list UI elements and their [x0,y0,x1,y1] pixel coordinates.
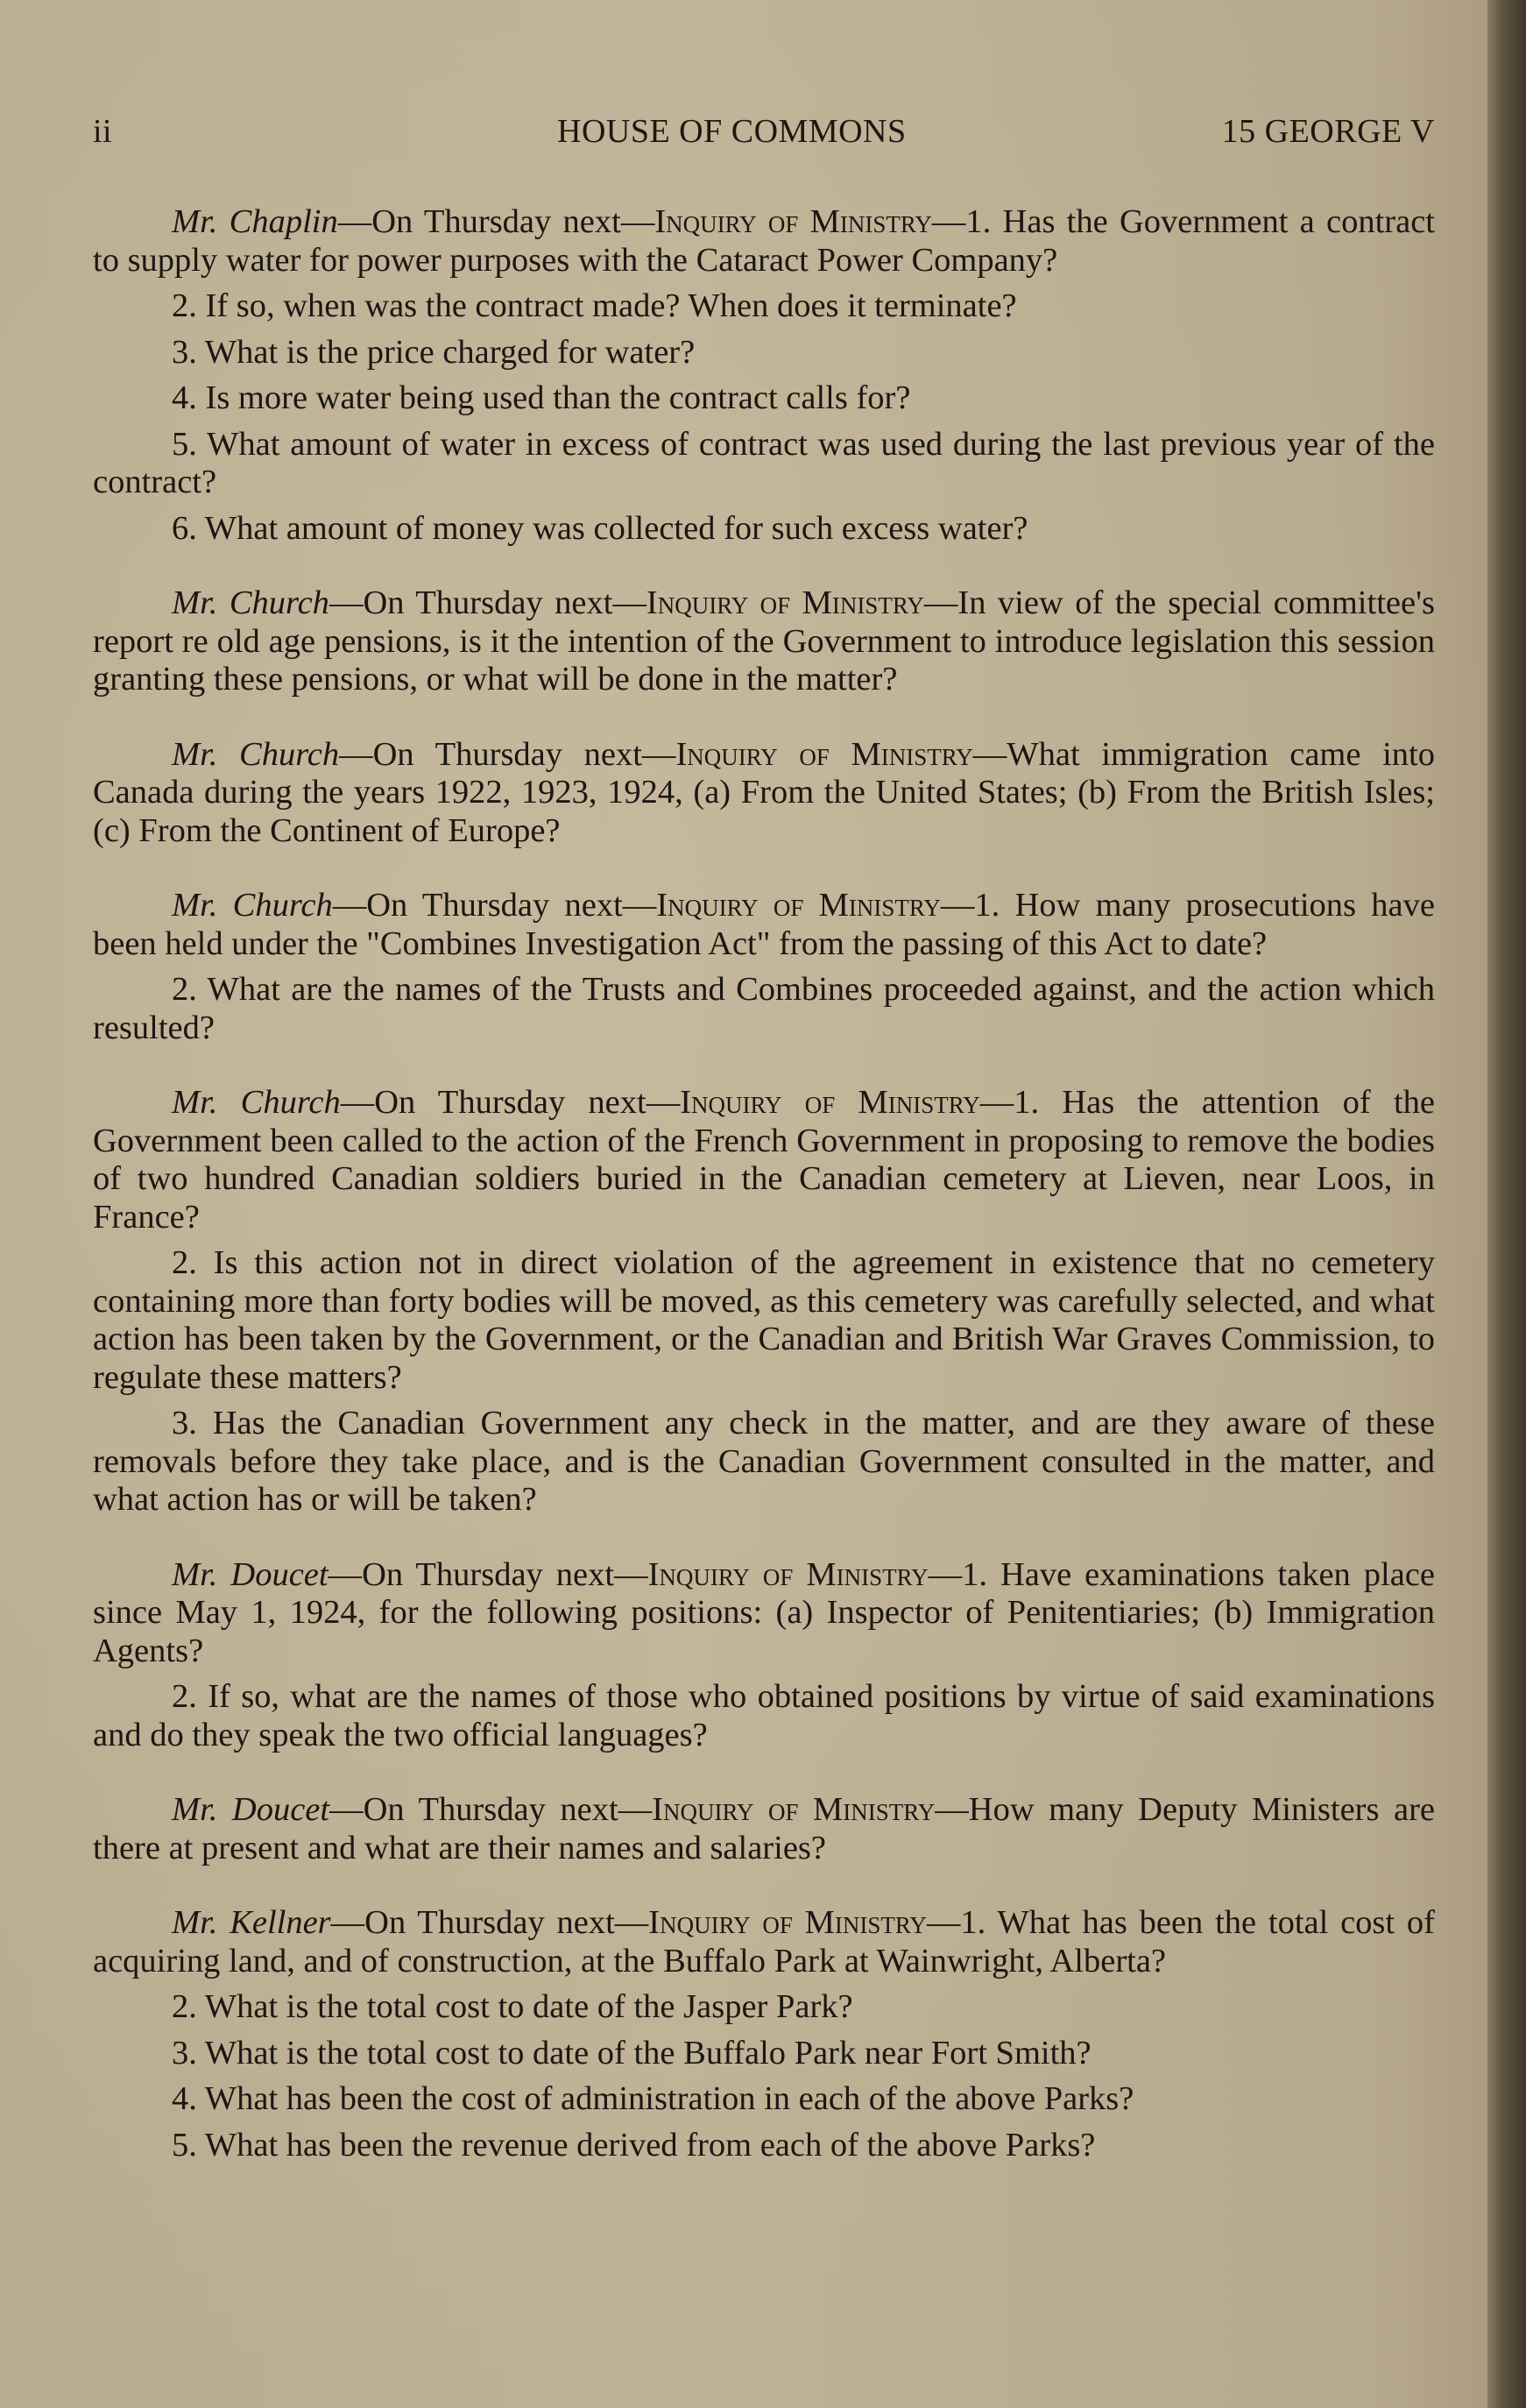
inquiry-text: —How many Deputy Ministers are there at present and what are their names and salaries? [93,1791,1435,1866]
member-name: Mr. Doucet [172,1791,330,1828]
regnal-year: 15 GEORGE V [1221,113,1435,150]
inquiry-first-paragraph [93,887,1435,963]
inquiry-question: 6. What amount of money was collected for such excess water? [172,509,1028,547]
inquiry-heading: Inquiry of Ministry [646,584,924,621]
inquiry-text: —1. Have examinations taken place since May 1, 1924, for the following positions: (a) Inspector of Penitentiaries; (b) Immigration Agents? [93,1555,1435,1669]
inquiry-heading: Inquiry of Ministry [652,1791,936,1828]
member-name: Mr. Church [172,584,329,621]
inquiry-notice [93,584,1435,699]
inquiry-question: 5. What amount of water in excess of contract was used during the last previous year of the contract? [93,425,1435,500]
inquiry-text: —1. What has been the total cost of acquiring land, and of construction, at the Buffalo Park at Wainwright, Alberta? [93,1904,1435,1980]
notice-lead: —On Thursday next— [339,735,676,773]
member-name: Mr. Church [172,1084,341,1121]
inquiry-heading: Inquiry of Ministry [656,887,941,924]
inquiry-question: 3. What is the price charged for water? [172,333,696,371]
notice-lead: —On Thursday next— [328,1555,648,1593]
notice-lead: —On Thursday next— [340,1084,681,1121]
inquiry-question: 5. What has been the revenue derived from each of the above Parks? [172,2126,1096,2164]
notice-lead: —On Thursday next— [337,203,655,240]
inquiry-first-paragraph [93,1791,1435,1867]
member-name: Mr. Chaplin [172,203,338,240]
inquiry-question: 2. Is this action not in direct violation of the agreement in existence that no cemetery containing more than forty bodies will be moved, as this cemetery was carefully selected, and what action has been taken by the Government, or the Canadian and British War Graves Commission, to regulate these matters? [93,1244,1435,1396]
inquiry-notice [93,1904,1435,2164]
notice-lead: —On Thursday next— [329,584,646,621]
inquiry-first-paragraph [93,736,1435,851]
inquiry-notice [93,203,1435,548]
inquiry-notice [93,736,1435,851]
notices-of-inquiry [93,203,1435,2201]
inquiry-text: —1. Has the Government a contract to supply water for power purposes with the Cataract Power Company? [93,203,1435,279]
inquiry-question: 2. What is the total cost to date of the Jasper Park? [172,1988,853,2025]
inquiry-question: 3. What is the total cost to date of the Buffalo Park near Fort Smith? [172,2034,1092,2072]
inquiry-text: —1. How many prosecutions have been held under the "Combines Investigation Act" from the passing of this Act to date? [93,887,1435,962]
inquiry-first-paragraph [93,1084,1435,1236]
inquiry-heading: Inquiry of Ministry [675,735,973,773]
notice-lead: —On Thursday next— [330,1904,649,1941]
inquiry-notice [93,1791,1435,1867]
running-head [93,112,1435,152]
member-name: Mr. Kellner [172,1904,331,1941]
inquiry-first-paragraph [93,1904,1435,1980]
inquiry-notice [93,1556,1435,1755]
inquiry-first-paragraph [93,584,1435,699]
inquiry-notice [93,887,1435,1047]
inquiry-question: 4. Is more water being used than the contract calls for? [172,379,911,416]
member-name: Mr. Doucet [172,1555,329,1593]
notice-lead: —On Thursday next— [332,887,657,924]
inquiry-text: —1. Has the attention of the Government been called to the action of the French Government in proposing to remove the bodies of two hundred Canadian soldiers buried in the Canadian cemetery at Lieven, near Loos, in France? [93,1084,1435,1236]
inquiry-first-paragraph [93,1556,1435,1671]
running-title: HOUSE OF COMMONS [557,113,907,150]
book-spine-edge [1487,0,1526,2408]
inquiry-question: 3. Has the Canadian Government any check in the matter, and are they aware of these removals before they take place, and is the Canadian Government consulted in the matter, and what action has or will be taken? [93,1405,1435,1518]
inquiry-notice [93,1084,1435,1519]
inquiry-question: 4. What has been the cost of administration in each of the above Parks? [172,2080,1134,2117]
inquiry-heading: Inquiry of Ministry [647,1555,929,1593]
inquiry-text: —In view of the special committee's report re old age pensions, is it the intention of the Government to introduce legislation this session granting these pensions, or what will be done in the matter? [93,584,1435,698]
member-name: Mr. Church [172,735,340,773]
inquiry-first-paragraph [93,203,1435,280]
inquiry-text: —What immigration came into Canada during the years 1922, 1923, 1924, (a) From the United States; (b) From the British Isles; (c) From the Continent of Europe? [93,735,1435,849]
inquiry-heading: Inquiry of Ministry [680,1084,980,1121]
inquiry-heading: Inquiry of Ministry [654,203,932,240]
inquiry-question: 2. What are the names of the Trusts and Combines proceeded against, and the action which resulted? [93,971,1435,1046]
inquiry-question: 2. If so, what are the names of those who obtained positions by virtue of said examinations and do they speak the two official languages? [93,1678,1435,1753]
notice-lead: —On Thursday next— [329,1791,653,1828]
page-number: ii [93,113,113,150]
inquiry-heading: Inquiry of Ministry [648,1904,927,1941]
member-name: Mr. Church [172,887,333,924]
inquiry-question: 2. If so, when was the contract made? When does it terminate? [172,287,1017,324]
